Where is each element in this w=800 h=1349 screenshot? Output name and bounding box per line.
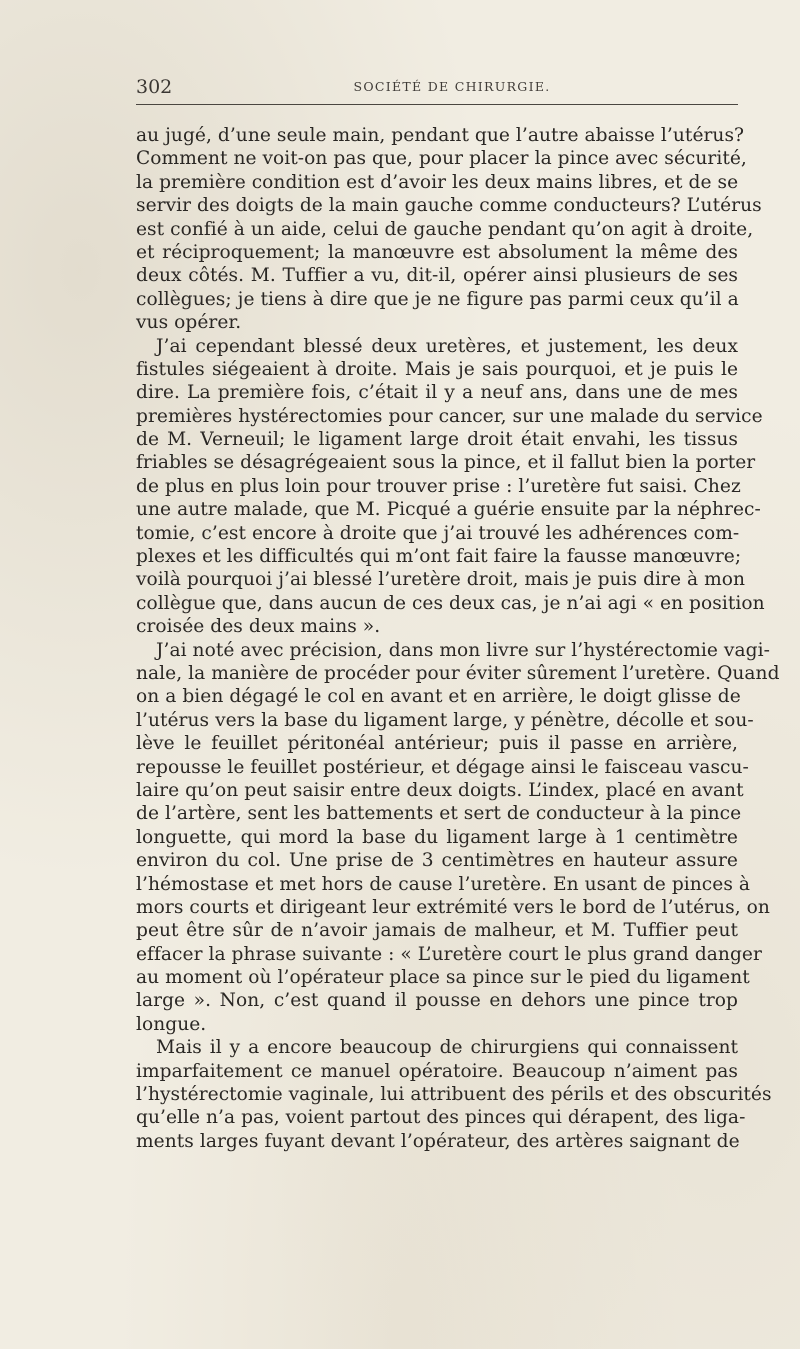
text-line: collègue que, dans aucun de ces deux cas, je n’ai agi « en position <box>136 592 765 614</box>
text-line: la première condition est d’avoir les deux mains libres, et de se <box>136 171 739 193</box>
body-text <box>136 124 780 1153</box>
text-line: une autre malade, que M. Picqué a guérie ensuite par la néphrec- <box>136 499 761 521</box>
text-line: nale, la manière de procéder pour éviter sûrement l’uretère. Quand <box>136 662 780 684</box>
text-line: l’utérus vers la base du ligament large, y pénètre, décolle et sou- <box>136 709 754 731</box>
text-line: mors courts et dirigeant leur extrémité vers le bord de l’utérus, on <box>136 896 770 918</box>
text-line: longue. <box>136 1013 207 1035</box>
text-line: repousse le feuillet postérieur, et dégage ainsi le faisceau vascu- <box>136 756 749 778</box>
text-line: deux côtés. M. Tuffier a vu, dit-il, opérer ainsi plusieurs de ses <box>136 265 738 287</box>
text-line: premières hystérectomies pour cancer, sur une malade du service <box>136 405 763 427</box>
text-line: peut être sûr de n’avoir jamais de malheur, et M. Tuffier peut <box>136 920 738 942</box>
page-header <box>136 74 738 100</box>
text-line: au jugé, d’une seule main, pendant que l’autre abaisse l’utérus? <box>136 125 745 146</box>
text-line: qu’elle n’a pas, voient partout des pinces qui dérapent, des liga- <box>136 1107 746 1129</box>
running-title: SOCIÉTÉ DE CHIRURGIE. <box>353 79 551 94</box>
text-line: Mais il y a encore beaucoup de chirurgiens qui connaissent <box>156 1037 738 1059</box>
text-line: collègues; je tiens à dire que je ne figure pas parmi ceux qu’il a <box>136 288 739 310</box>
text-line: au moment où l’opérateur place sa pince sur le pied du ligament <box>136 967 750 989</box>
text-line: lève le feuillet péritonéal antérieur; puis il passe en arrière, <box>136 733 738 755</box>
text-line: et réciproquement; la manœuvre est absolument la même des <box>136 241 738 263</box>
text-line: longuette, qui mord la base du ligament large à 1 centimètre <box>136 826 738 848</box>
text-line: dire. La première fois, c’était il y a neuf ans, dans une de mes <box>136 382 738 404</box>
text-line: J’ai noté avec précision, dans mon livre sur l’hystérectomie vagi- <box>156 639 770 661</box>
text-line: on a bien dégagé le col en avant et en arrière, le doigt glisse de <box>136 686 741 708</box>
header-rule <box>136 104 738 105</box>
text-line: de l’artère, sent les battements et sert de conducteur à la pince <box>136 803 742 825</box>
text-line: friables se désagrégeaient sous la pince, et il fallut bien la porter <box>136 452 756 474</box>
text-line: de plus en plus loin pour trouver prise : l’uretère fut saisi. Chez <box>136 475 741 497</box>
text-line: vus opérer. <box>136 312 242 334</box>
text-line: ments larges fuyant devant l’opérateur, des artères saignant de <box>136 1130 740 1152</box>
text-line: tomie, c’est encore à droite que j’ai trouvé les adhérences com- <box>136 522 740 544</box>
text-line: voilà pourquoi j’ai blessé l’uretère droit, mais je puis dire à mon <box>136 569 746 591</box>
text-line: effacer la phrase suivante : « L’uretère court le plus grand danger <box>136 943 762 965</box>
text-line: est confié à un aide, celui de gauche pendant qu’on agit à droite, <box>136 218 754 240</box>
text-line: J’ai cependant blessé deux uretères, et justement, les deux <box>156 335 738 357</box>
text-line: plexes et les difficultés qui m’ont fait faire la fausse manœuvre; <box>136 546 742 568</box>
text-line: imparfaitement ce manuel opératoire. Beaucoup n’aiment pas <box>136 1060 738 1082</box>
text-line: Comment ne voit-on pas que, pour placer la pince avec sécurité, <box>136 148 747 170</box>
page-number: 302 <box>136 76 173 98</box>
text-line: croisée des deux mains ». <box>136 616 381 638</box>
text-line: environ du col. Une prise de 3 centimètres en hauteur assure <box>136 850 738 872</box>
text-line: l’hémostase et met hors de cause l’uretère. En usant de pinces à <box>136 873 751 895</box>
text-line: de M. Verneuil; le ligament large droit était envahi, les tissus <box>136 429 738 451</box>
text-line: servir des doigts de la main gauche comme conducteurs? L’utérus <box>136 195 762 217</box>
text-line: fistules siégeaient à droite. Mais je sais pourquoi, et je puis le <box>136 358 738 380</box>
text-line: large ». Non, c’est quand il pousse en dehors une pince trop <box>136 990 738 1012</box>
text-line: l’hystérectomie vaginale, lui attribuent des périls et des obscurités <box>136 1084 772 1106</box>
text-line: laire qu’on peut saisir entre deux doigts. L’index, placé en avant <box>136 779 744 801</box>
